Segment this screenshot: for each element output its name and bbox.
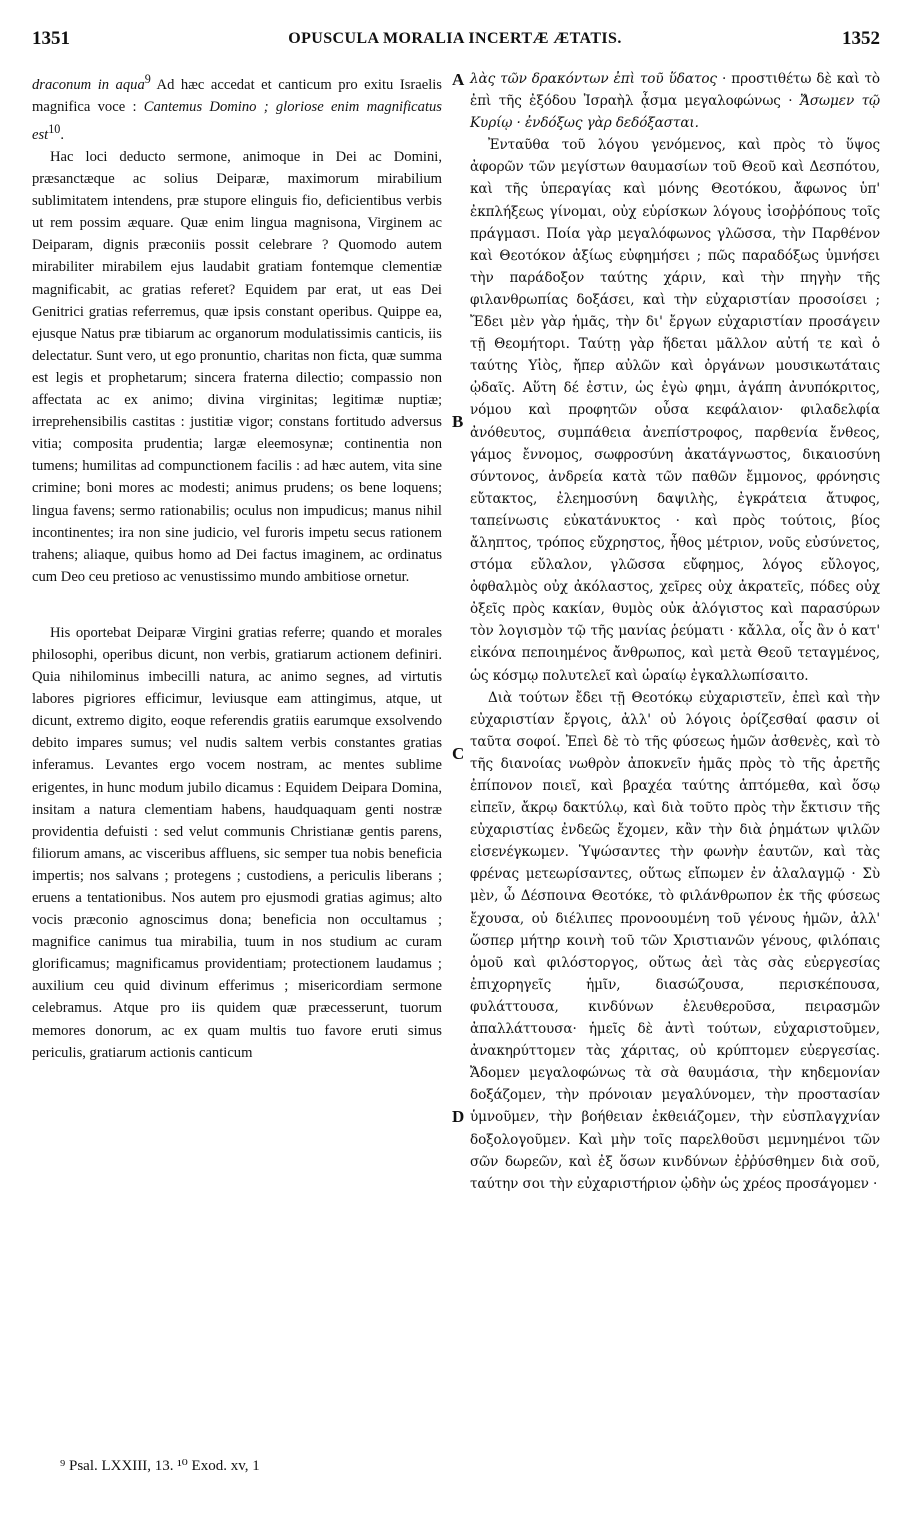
latin-paragraph-2: Hac loci deducto sermone, animoque in Dei ac Domini, præsanctæque ac solius Deiparæ, maximorum mirabilium sublimitatem intendens, præ stupore elinguis fio, deficientibus verbis ut rem possim æquare. Quæ enim lingua magnisona, Virginem ac Deiparam, dignis præconiis possit celebrare ? Quomodo autem mirabiliter mirabilem ejus laudabit gratiam fontemque clementiæ magnificabit, ac gratias referet? Equidem par erat, ut eas Dei Genitrici gratias referremus, quæ ipsis constant operibus. Quippe ea, ejusque Natus præ tibiarum ac organorum modulatissimis canticis, iis delectatur. Sunt vero, ut ego pronuntio, charitas non ficta, quæ summa est legis et prophetarum; sincera fraterna dilectio; compassio non affectata ac ex animo; divina virginitas; legitimæ nuptiæ; irreprehensibilis castitas : justitiæ vigor; constans fortitudo adversus vitia; composita prudentia; largæ eleemosynæ; continentia non tumens; humilitas ad compunctionem facilis : ad hæc autem, vita sine crimine; boni mores ac modesti; animus prudens; os bene loquens; lingua favens; sermo rationabilis; oculus non impudicus; manus nihil incontinentes; ira non sine judicio, vel furoris impetu secus rationem trahens; aliaque, quibus homo ad Dei factus imaginem, ac ordinatus cum Deo ceu pretioso ac venustissimo mundo ambitiose ornetur. [32,149,442,585]
latin-column [32,68,442,1064]
footnote-ref-10: 10 [48,122,61,137]
margin-marker-d: D [452,1107,465,1126]
latin-p1-tail: . [60,126,65,143]
greek-paragraph-2: Ἐνταῦθα τοῦ λόγου γενόμενος, καὶ πρὸς τὸ ὕψος ἀφορῶν τῶν μεγίστων θαυμασίων τοῦ Θεοῦ καὶ Δεσπότου, καὶ τῆς ὑπεραγίας καὶ μόνης Θεοτόκου, ἄφωνος ὑπ' ἐκπλήξεως γίνομαι, οὐχ εὑρίσκων λόγους ἰσοῤῥόπους τοῖς πράγμασι. Ποία γὰρ μεγαλόφωνος γλῶσσα, τὴν Παρθένον καὶ Θεοτόκον ἀξίως εὐφημήσει ; πῶς παραδόξως ὑμνήσει τὴν παράδοξον ταύτης χάριν, καὶ τὴν πηγὴν τῆς φιλανθρωπίας δοξάσει, καὶ τὴν εὐχαριστίαν προσοίσει ; Ἔδει μὲν γὰρ ἡμᾶς, τὴν δι' ἔργων εὐχαριστίαν προσάγειν τῇ Θεομήτορι. Ταύτῃ γὰρ ἥδεται μᾶλλον αὐτή τε καὶ ὁ ταύτης Υἱὸς, ἤπερ αὐλῶν καὶ ὀργάνων μουσικωτάταις ᾠδαῖς. Αὕτη δέ ἐστιν, ὡς ἐγὼ φημι, ἀγάπη ἀνυπόκριτος, νόμου καὶ προφητῶν οὖσα κεφάλαιον· φιλαδελφία ἀνόθευτος, συμπάθεια ἀνεπίστροφος, παρθενία ἔνθεος, γάμος ἔννομος, σωφροσύνη ἀκατάγνωστος, δικαιοσύνη σύντονος, ἀνδρεία κατὰ τῶν παθῶν ἔμμονος, φρόνησις εὔτακτος, ἐλεημοσύνη δαψιλὴς, ἐγκράτεια ἄτυφος, ταπείνωσις εὐκατάνυκτος · καὶ πρὸς τούτοις, βίος ἄληπτος, τρόπος εὔχρηστος, ἦθος μέτριον, νοῦς εὐσύνετος, στόμα εὔλαλον, γλῶσσα εὔφημος, λόγος εὔλογος, ὀφθαλμὸς οὐχ ἀκόλαστος, χεῖρες οὐχ ἀκρατεῖς, πόδες οὐχ ὀξεῖς πρὸς κακίαν, θυμὸς οὐκ ἀλόγιστος καὶ παρασύρων τὸν λογισμὸν τῷ τῆς μανίας ῥεύματι · κἄλλα, οἷς ἂν ὁ κατ' εἰκόνα πεποιημένος ἄνθρωπος, καὶ μετὰ Θεοῦ τεταγμένος, ὡς κόσμῳ πολυτελεῖ καὶ ὡραίῳ ἐγκαλλωπίσαιτο. [470,137,880,684]
page-number-left: 1351 [32,28,70,49]
page-header [30,28,880,58]
running-title: OPUSCULA MORALIA INCERTÆ ÆTATIS. [288,30,622,47]
page-number-right: 1352 [842,28,880,49]
latin-paragraph-1 [32,68,442,146]
greek-p1-text: · προστιθέτω δὲ καὶ τὸ ἐπὶ τῆς ἐξόδου Ἰσραὴλ ᾆσμα μεγαλοφώνως · [470,71,881,110]
greek-paragraph-3: Διὰ τούτων ἔδει τῇ Θεοτόκῳ εὐχαριστεῖν, ἐπεὶ καὶ τὴν εὐχαριστίαν ἔργοις, ἀλλ' οὐ λόγοις ὁρίζεσθαί φασιν οἱ ταῦτα σοφοί. Ἐπεὶ δὲ τὸ τῆς φύσεως ἡμῶν ἀσθενὲς, καὶ τὸ τῆς διανοίας νωθρὸν ἀποκνεῖν ἡμᾶς πρὸς τὸ τῆς ἀρετῆς ἐπίπονον ποιεῖ, καὶ βραχέα ταύτης ἁπτόμεθα, καὶ ὅσῳ εἰπεῖν, ἄκρῳ δακτύλῳ, καὶ διὰ τοῦτο πρὸς τὴν ἔκτισιν τῆς εὐχαριστίας ἐνδεῶς ἔχομεν, κἂν τὴν διὰ ῥημάτων ψιλῶν εἰσενέγκωμεν. Ὑψώσαντες τὴν φωνὴν ἑαυτῶν, καὶ τὰς φρένας μετεωρίσαντες, οὕτως εἴπωμεν ἐν ἀλαλαγμῷ · Σὺ μὲν, ὦ Δέσποινα Θεοτόκε, τὸ φιλάνθρωπον ἐκ τῆς φύσεως ἔχουσα, οὐ διέλιπες προνοουμένη τοῦ γένους ἡμῶν, ἀλλ' ὥσπερ μήτηρ κοινὴ τοῦ τῶν Χριστιανῶν γένους, φιλόπαις ὁμοῦ καὶ φιλόστοργος, οὕτως ἀεὶ τὰς σὰς εὐεργεσίας ἐπιχορηγεῖς ἡμῖν, διασώζουσα, περισκέπουσα, φυλάττουσα, κινδύνων ἐλευθεροῦσα, πειρασμῶν ἀπαλλάττουσα· ἡμεῖς δὲ ἀντὶ τούτων, εὐχαριστοῦμεν, ἀνακηρύττομεν τὰς χάριτας, οὐ κρύπτομεν εὐεργεσίας. Ἄδομεν μεγαλοφώνως τὰ σὰ θαυμάσια, τὴν κηδεμονίαν δοξάζομεν, τὴν πρόνοιαν μεγαλύνομεν, τὴν προστασίαν ὑμνοῦμεν, τὴν βοήθειαν ἐκθειάζομεν, τὴν εὐσπλαγχνίαν δοξολογοῦμεν. Καὶ μὴν τοῖς παρελθοῦσι μεμνημένοι τῶν σῶν δωρεῶν, καὶ ἐξ ὅσων κινδύνων ἐῤῥύσθημεν διὰ σοῦ, ταύτην σοι τὴν εὐχαριστήριον ᾠδὴν ὡς χρέος προσάγομεν · [470,689,880,1192]
greek-quote-start: λὰς τῶν δρακόντων ἐπὶ τοῦ ὕδατος [470,71,717,87]
footnotes: ⁹ Psal. LXXIII, 13. ¹⁰ Exod. xv, 1 [60,1458,260,1474]
latin-paragraph-3: His oportebat Deiparæ Virgini gratias referre; quando et morales philosophi, operibus dicunt, non verbis, gratiarum actionem definiri. Quia nihilominus imbecilli natura, ac animo segnes, ad virtutis labores pigriores efficimur, leviusque eam attingimus, atque, ut dicunt, extremo digito, eoque referendis gratiis earumque exsolvendo debito impares sumus; vel nudis saltem verbis constantes gratias inferamus. Levantes ergo vocem nostram, ac mentes sublime erigentes, in hunc modum jubilo dicamus : Equidem Deipara Domina, insitam a natura clementiam habens, haudquaquam genti nostræ providentia defuisti : sed velut communis Christianæ gentis parens, filiorum amans, ac visceribus affluens, sic semper tua nobis beneficia impertis; nos salvans ; protegens ; custodiens, a periculis liberans ; eruens a tentationibus. Nos autem pro ejusmodi gratias agimus; alto vocis præconio agnoscimus dona; beneficia non occultamus ; magnifice canimus tua mirabilia, tuum in nos studium ac curam glorificamus; magnificamus providentiam; protectionem laudamus ; auxilium ceu quid divinum efferimus ; misericordiam sermone celebramus. Atque pro iis quidem quæ præcesserunt, tuorum memores donorum, ac ex quam multis tuo favore eruti simus periculis, gratiarum actionis canticum [32,624,442,1061]
latin-p1-text: Ad hæc accedat et canticum pro exitu Israelis magnifica voce : [32,76,442,115]
greek-quote-end: Ἄσωμεν τῷ Κυρίῳ · ἐνδόξως γὰρ δεδόξασται. [470,93,880,132]
greek-paragraph-1 [470,68,880,134]
margin-marker-a: A [452,70,465,89]
latin-quote-start: draconum in aqua [32,76,145,93]
margin-marker-b: B [452,412,464,431]
latin-quote-end: Cantemus Domino ; gloriose enim magnificatus est [32,98,442,143]
footnote-ref-9: 9 [144,72,151,86]
margin-marker-c: C [452,744,465,763]
greek-column [470,68,880,1195]
